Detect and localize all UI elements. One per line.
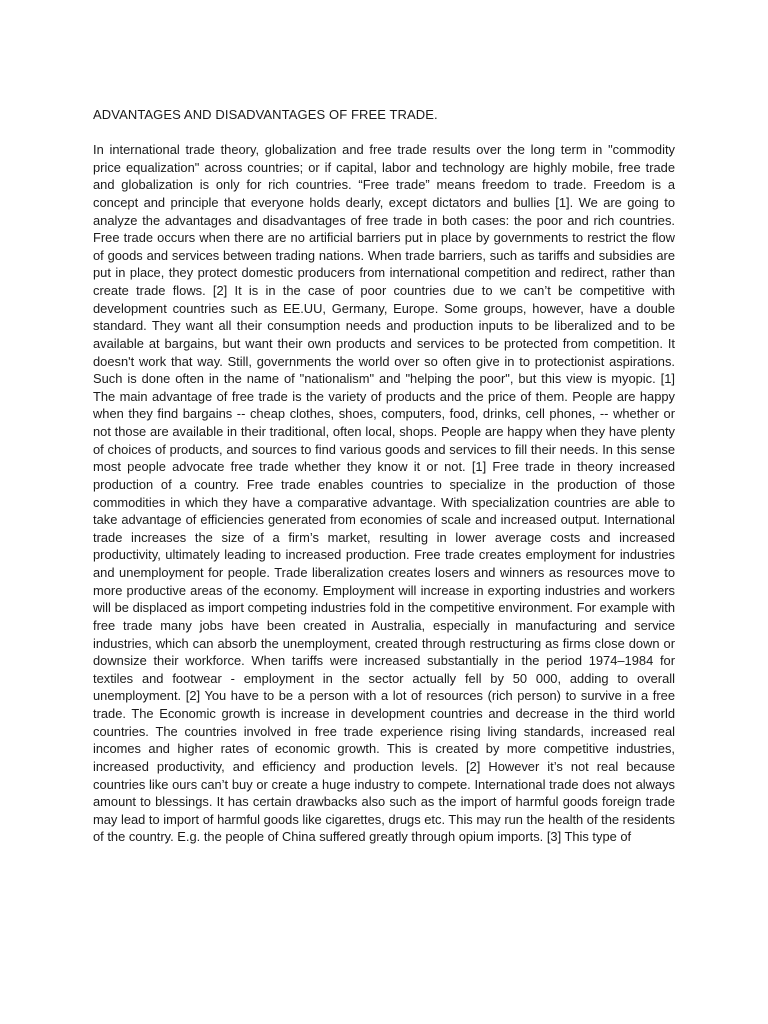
document-title: ADVANTAGES AND DISADVANTAGES OF FREE TRADE. [93, 107, 438, 122]
document-body-paragraph: In international trade theory, globalization and free trade results over the long term in "commodity price equalization" across countries; or if capital, labor and technology are highly mobile, free trade and globalization is only for rich countries. “Free trade” means freedom to trade. Freedom is a concept and principle that everyone holds dearly, except dictators and bullies [1]. We are going to analyze the advantages and disadvantages of free trade in both cases: the poor and rich countries. Free trade occurs when there are no artificial barriers put in place by governments to restrict the flow of goods and services between trading nations. When trade barriers, such as tariffs and subsidies are put in place, they protect domestic producers from international competition and redirect, rather than create trade flows. [2] It is in the case of poor countries due to we can’t be competitive with development countries such as EE.UU, Germany, Europe. Some groups, however, have a double standard. They want all their consumption needs and production inputs to be liberalized and to be available at bargains, but want their own products and services to be protected from competition. It doesn't work that way. Still, governments the world over so often give in to protectionist aspirations. Such is done often in the name of "nationalism" and "helping the poor", but this view is myopic. [1] The main advantage of free trade is the variety of products and the price of them. People are happy when they find bargains -- cheap clothes, shoes, computers, food, drinks, cell phones, -- whether or not those are available in their traditional, often local, shops. People are happy when they have plenty of choices of products, and sources to find various goods and services to fill their needs. In this sense most people advocate free trade whether they know it or not. [1] Free trade in theory increased production of a country. Free trade enables countries to specialize in the production of those commodities in which they have a comparative advantage. With specialization countries are able to take advantage of efficiencies generated from economies of scale and increased output. International trade increases the size of a firm’s market, resulting in lower average costs and increased productivity, ultimately leading to increased production. Free trade creates employment for industries and unemployment for people. Trade liberalization creates losers and winners as resources move to more productive areas of the economy. Employment will increase in exporting industries and workers will be displaced as import competing industries fold in the competitive environment. For example with free trade many jobs have been created in Australia, especially in manufacturing and service industries, which can absorb the unemployment, created through restructuring as firms close down or downsize their workforce. When tariffs were increased substantially in the period 1974–1984 for textiles and footwear - employment in the sector actually fell by 50 000, adding to overall unemployment. [2] You have to be a person with a lot of resources (rich person) to survive in a free trade. The Economic growth is increase in development countries and decrease in the third world countries. The countries involved in free trade experience rising living standards, increased real incomes and higher rates of economic growth. This is created by more competitive industries, increased productivity, and efficiency and production levels. [2] However it’s not real because countries like ours can’t buy or create a huge industry to compete. International trade does not always amount to blessings. It has certain drawbacks also such as the import of harmful goods foreign trade may lead to import of harmful goods like cigarettes, drugs etc. This may run the health of the residents of the country. E.g. the people of China suffered greatly through opium imports. [3] This type of [93, 142, 675, 845]
